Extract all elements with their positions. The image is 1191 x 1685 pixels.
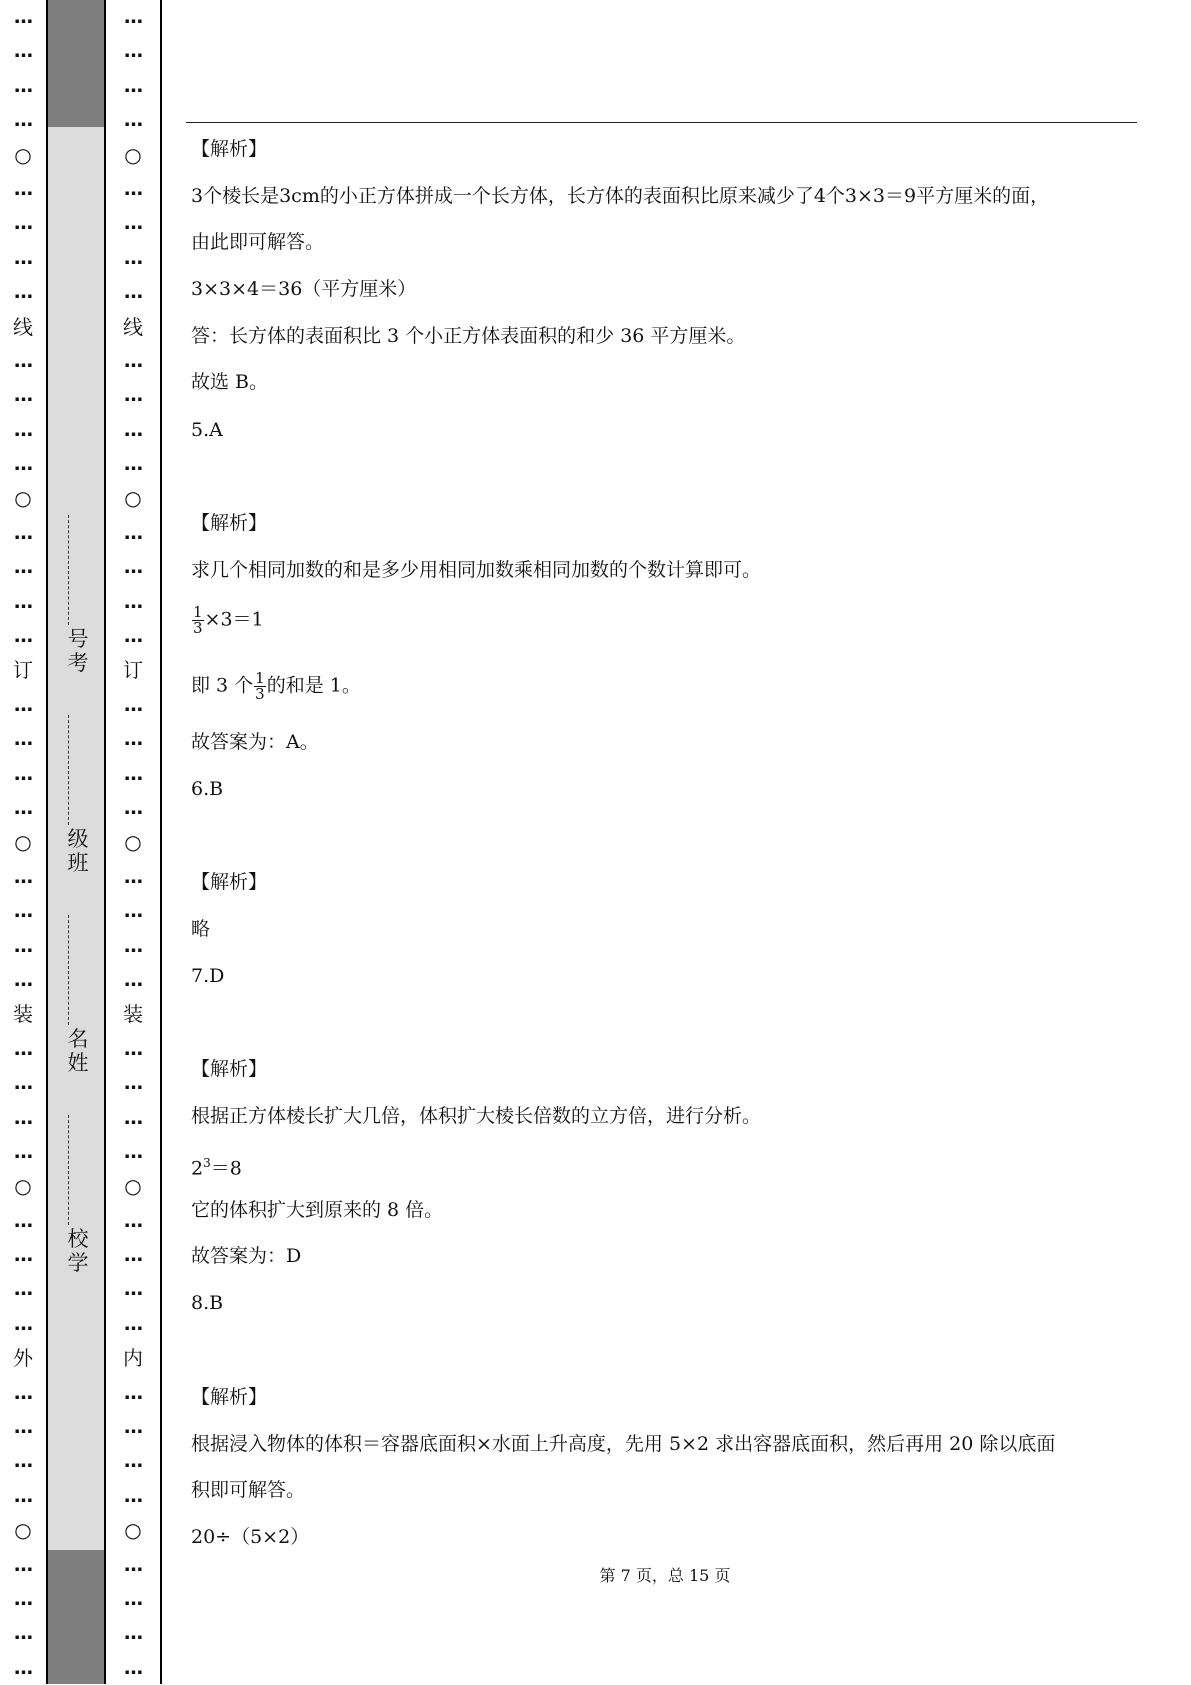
- circle-mark: ○: [124, 1518, 142, 1543]
- header-rule: [186, 122, 1137, 123]
- ellipsis-mark: …: [14, 968, 32, 991]
- ellipsis-mark: …: [124, 1553, 142, 1576]
- ellipsis-mark: …: [14, 934, 32, 957]
- page-footer: 第 7 页，总 15 页: [599, 1566, 731, 1585]
- ellipsis-mark: …: [14, 177, 32, 200]
- ellipsis-mark: …: [124, 1622, 142, 1645]
- field-label: 名姓: [67, 1027, 89, 1075]
- paragraph: 故答案为：D: [191, 1245, 302, 1267]
- ellipsis-mark: …: [124, 1587, 142, 1610]
- ellipsis-mark: …: [14, 1381, 32, 1404]
- circle-mark: ○: [14, 486, 32, 511]
- outer-binding-marks: [0, 0, 48, 1684]
- ellipsis-mark: …: [124, 40, 142, 63]
- ellipsis-mark: …: [124, 6, 142, 28]
- ellipsis-mark: …: [124, 1484, 142, 1507]
- ellipsis-mark: …: [14, 1484, 32, 1507]
- ellipsis-mark: …: [124, 590, 142, 613]
- ellipsis-mark: …: [124, 281, 142, 304]
- ellipsis-mark: …: [124, 900, 142, 923]
- ellipsis-mark: …: [124, 1416, 142, 1439]
- paragraph: 求几个相同加数的和是多少用相同加数乘相同加数的个数计算即可。: [191, 559, 762, 581]
- ellipsis-mark: …: [14, 1244, 32, 1267]
- circle-mark: ○: [124, 142, 142, 167]
- ellipsis-mark: …: [124, 1312, 142, 1335]
- ellipsis-mark: …: [14, 1037, 32, 1060]
- ellipsis-mark: …: [14, 109, 32, 132]
- ellipsis-mark: …: [14, 521, 32, 544]
- field-label: 号考: [67, 627, 89, 675]
- fraction-numerator: 1: [193, 603, 203, 621]
- paragraph: 故选 B。: [191, 371, 269, 393]
- circle-mark: ○: [14, 142, 32, 167]
- ellipsis-mark: …: [14, 1553, 32, 1576]
- answer-label: 7.D: [191, 965, 225, 987]
- circle-mark: ○: [124, 830, 142, 855]
- ellipsis-mark: …: [124, 1037, 142, 1060]
- ellipsis-mark: …: [124, 453, 142, 476]
- circle-mark: ○: [14, 1174, 32, 1199]
- ellipsis-mark: …: [14, 1587, 32, 1610]
- field-label: 级班: [67, 827, 89, 875]
- ellipsis-mark: …: [14, 453, 32, 476]
- ellipsis-mark: …: [124, 1072, 142, 1095]
- answer-label: 8.B: [191, 1292, 224, 1314]
- ellipsis-mark: …: [124, 693, 142, 716]
- ellipsis-mark: …: [124, 246, 142, 269]
- fill-in-line: [68, 715, 79, 825]
- paragraph: 故答案为：A。: [191, 731, 319, 753]
- circle-mark: ○: [124, 486, 142, 511]
- binding-label: 内: [123, 1346, 143, 1371]
- equation-tail: ＝8: [210, 1157, 242, 1180]
- power-equation: [191, 1151, 242, 1180]
- ellipsis-mark: …: [14, 1072, 32, 1095]
- ellipsis-mark: …: [124, 1278, 142, 1301]
- ellipsis-mark: …: [14, 74, 32, 97]
- ellipsis-mark: …: [124, 1106, 142, 1129]
- power-exponent: 3: [203, 1156, 211, 1170]
- ellipsis-mark: …: [14, 900, 32, 923]
- ellipsis-mark: …: [14, 246, 32, 269]
- fraction-equation: [191, 605, 264, 636]
- paragraph: 根据浸入物体的体积＝容器底面积×水面上升高度，先用 5×2 求出容器底面积，然后再用 20 除以底面: [191, 1433, 1056, 1455]
- ellipsis-mark: …: [14, 796, 32, 819]
- ellipsis-mark: …: [14, 865, 32, 888]
- binding-label: 线: [13, 314, 33, 339]
- paragraph: 根据正方体棱长扩大几倍，体积扩大棱长倍数的立方倍，进行分析。: [191, 1105, 762, 1127]
- ellipsis-mark: …: [14, 384, 32, 407]
- ellipsis-mark: …: [124, 934, 142, 957]
- ellipsis-mark: …: [124, 1209, 142, 1232]
- analysis-heading: 【解析】: [191, 138, 268, 160]
- ellipsis-mark: …: [124, 384, 142, 407]
- binding-label: 订: [123, 658, 143, 683]
- binding-label: 线: [123, 314, 143, 339]
- ellipsis-mark: …: [14, 625, 32, 648]
- ellipsis-mark: …: [124, 865, 142, 888]
- fraction: [192, 605, 204, 636]
- inner-binding-marks: [106, 0, 162, 1684]
- ellipsis-mark: …: [14, 6, 32, 28]
- ellipsis-mark: …: [124, 349, 142, 372]
- ellipsis-mark: …: [124, 762, 142, 785]
- ellipsis-mark: …: [14, 281, 32, 304]
- equation-tail: ×3＝1: [204, 608, 264, 631]
- ellipsis-mark: …: [14, 590, 32, 613]
- fraction-sentence: [191, 671, 361, 702]
- ellipsis-mark: …: [14, 212, 32, 235]
- ellipsis-mark: …: [124, 728, 142, 751]
- ellipsis-mark: …: [124, 796, 142, 819]
- ellipsis-mark: …: [14, 728, 32, 751]
- exam-number-field[interactable]: [66, 515, 90, 715]
- fraction-denominator: 3: [255, 685, 265, 703]
- ellipsis-mark: …: [14, 1140, 32, 1163]
- ellipsis-mark: …: [14, 349, 32, 372]
- fill-in-line: [68, 1115, 79, 1225]
- name-field[interactable]: [66, 915, 90, 1115]
- ellipsis-mark: …: [14, 1450, 32, 1473]
- ellipsis-mark: …: [124, 521, 142, 544]
- ellipsis-mark: …: [14, 1209, 32, 1232]
- circle-mark: ○: [124, 1174, 142, 1199]
- paragraph: 它的体积扩大到原来的 8 倍。: [191, 1199, 444, 1221]
- fill-in-line: [68, 915, 79, 1025]
- answer-label: 5.A: [191, 419, 223, 441]
- ellipsis-mark: …: [14, 1312, 32, 1335]
- ellipsis-mark: …: [124, 177, 142, 200]
- fraction: [254, 671, 266, 702]
- binding-label: 装: [123, 1002, 143, 1027]
- sentence-end: 的和是 1。: [266, 674, 361, 697]
- circle-mark: ○: [14, 1518, 32, 1543]
- ellipsis-mark: …: [124, 1244, 142, 1267]
- ellipsis-mark: …: [124, 212, 142, 235]
- ellipsis-mark: …: [14, 556, 32, 579]
- ellipsis-mark: …: [14, 1622, 32, 1645]
- paragraph: 略: [191, 918, 211, 940]
- paragraph: 3个棱长是3cm的小正方体拼成一个长方体，长方体的表面积比原来减少了4个3×3＝9平方厘米的面，: [191, 185, 1050, 207]
- binding-band-top-block: [48, 0, 104, 127]
- paragraph: 答：长方体的表面积比 3 个小正方体表面积的和少 36 平方厘米。: [191, 325, 746, 347]
- student-info-fields: [62, 515, 94, 1315]
- ellipsis-mark: …: [14, 693, 32, 716]
- ellipsis-mark: …: [14, 1416, 32, 1439]
- ellipsis-mark: …: [124, 1450, 142, 1473]
- paragraph: 20÷（5×2）: [191, 1526, 310, 1548]
- ellipsis-mark: …: [124, 625, 142, 648]
- class-field[interactable]: [66, 715, 90, 915]
- answer-label: 6.B: [191, 778, 224, 800]
- ellipsis-mark: …: [14, 40, 32, 63]
- ellipsis-mark: …: [14, 762, 32, 785]
- paragraph: 3×3×4＝36（平方厘米）: [191, 278, 417, 300]
- binding-label: 订: [13, 658, 33, 683]
- ellipsis-mark: …: [14, 418, 32, 441]
- binding-label: 外: [13, 1346, 33, 1371]
- ellipsis-mark: …: [124, 1381, 142, 1404]
- paragraph: 积即可解答。: [191, 1479, 306, 1501]
- ellipsis-mark: …: [124, 1140, 142, 1163]
- ellipsis-mark: …: [124, 556, 142, 579]
- ellipsis-mark: …: [124, 1656, 142, 1679]
- power-base: 2: [191, 1157, 204, 1180]
- fraction-numerator: 1: [255, 669, 265, 687]
- analysis-heading: 【解析】: [191, 1386, 268, 1408]
- ellipsis-mark: …: [14, 1278, 32, 1301]
- fraction-denominator: 3: [193, 619, 203, 637]
- ellipsis-mark: …: [124, 109, 142, 132]
- binding-label: 装: [13, 1002, 33, 1027]
- analysis-heading: 【解析】: [191, 1058, 268, 1080]
- analysis-heading: 【解析】: [191, 871, 268, 893]
- sentence-start: 即 3 个: [191, 674, 254, 697]
- ellipsis-mark: …: [14, 1106, 32, 1129]
- ellipsis-mark: …: [14, 1656, 32, 1679]
- paragraph: 由此即可解答。: [191, 231, 325, 253]
- ellipsis-mark: …: [124, 418, 142, 441]
- ellipsis-mark: …: [124, 74, 142, 97]
- field-label: 校学: [67, 1227, 89, 1275]
- school-field[interactable]: [66, 1115, 90, 1315]
- circle-mark: ○: [14, 830, 32, 855]
- analysis-heading: 【解析】: [191, 512, 268, 534]
- fill-in-line: [68, 515, 79, 625]
- ellipsis-mark: …: [124, 968, 142, 991]
